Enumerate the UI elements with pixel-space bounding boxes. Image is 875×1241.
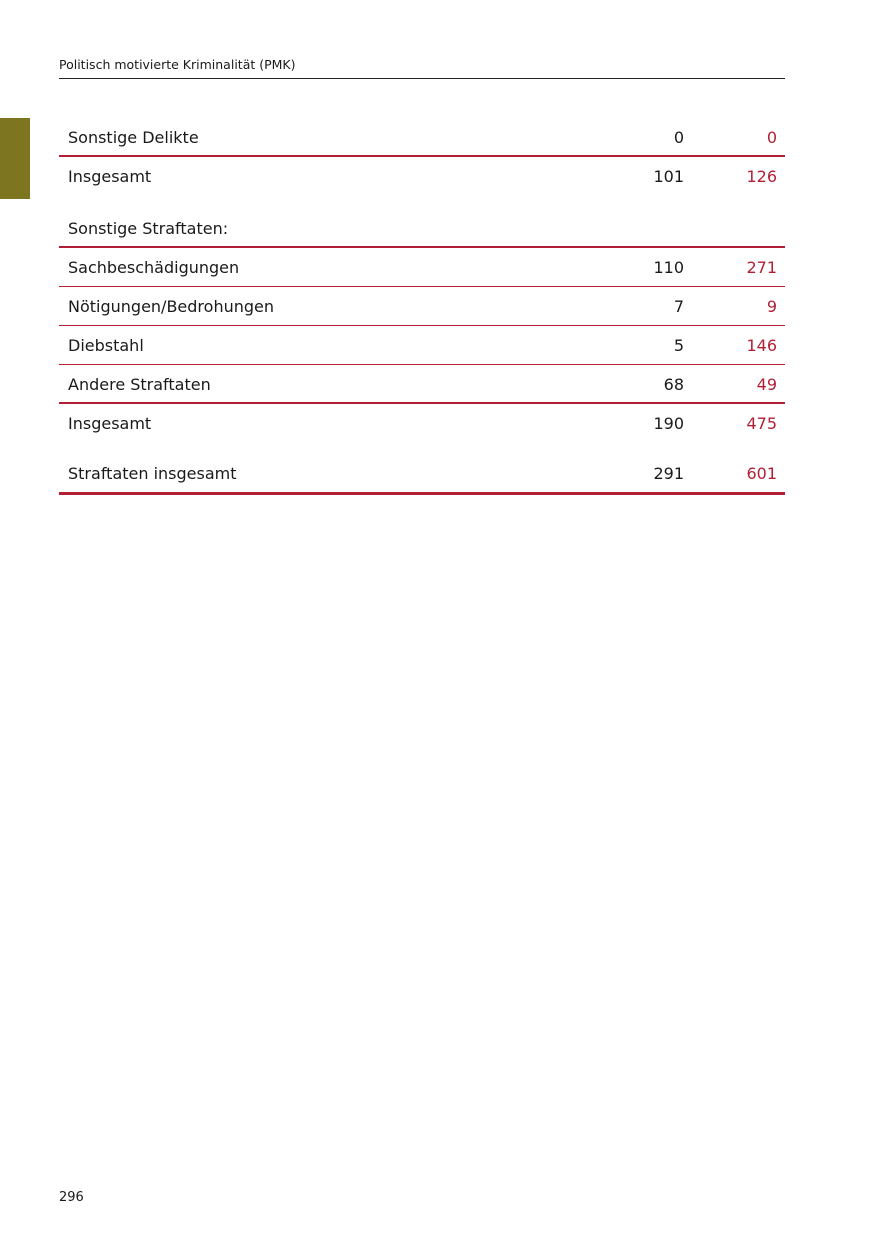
table-row xyxy=(59,248,785,287)
table-row-total xyxy=(59,157,785,196)
value-column-2: 475 xyxy=(746,414,777,433)
section-heading-label: Sonstige Straftaten: xyxy=(68,219,229,238)
value-column-1: 7 xyxy=(673,297,684,316)
table-spacer xyxy=(59,443,785,457)
value-column-1: 5 xyxy=(673,336,684,355)
value-column-1: 101 xyxy=(653,167,684,186)
table-row-grand-total xyxy=(59,457,785,495)
row-label: Insgesamt xyxy=(68,167,152,186)
header-rule xyxy=(59,78,785,79)
value-column-1: 110 xyxy=(653,258,684,277)
chapter-tab-marker xyxy=(0,118,30,199)
table-row xyxy=(59,365,785,404)
value-column-2: 49 xyxy=(756,375,777,394)
value-column-2: 0 xyxy=(766,128,777,147)
row-label: Nötigungen/Bedrohungen xyxy=(68,297,274,316)
table-row xyxy=(59,287,785,326)
value-column-2: 146 xyxy=(746,336,777,355)
table-row xyxy=(59,326,785,365)
row-label: Sachbeschädigungen xyxy=(68,258,240,277)
table-row xyxy=(59,118,785,157)
statistics-table xyxy=(59,118,785,495)
value-column-2: 9 xyxy=(766,297,777,316)
value-column-1: 291 xyxy=(653,464,684,483)
running-header: Politisch motivierte Kriminalität (PMK) xyxy=(59,57,296,72)
row-label: Andere Straftaten xyxy=(68,375,211,394)
row-label: Sonstige Delikte xyxy=(68,128,199,147)
value-column-2: 601 xyxy=(746,464,777,483)
row-label: Straftaten insgesamt xyxy=(68,464,237,483)
table-section-heading xyxy=(59,196,785,248)
row-label: Diebstahl xyxy=(68,336,144,355)
value-column-1: 190 xyxy=(653,414,684,433)
table-row-total xyxy=(59,404,785,443)
value-column-1: 68 xyxy=(663,375,684,394)
value-column-1: 0 xyxy=(673,128,684,147)
row-label: Insgesamt xyxy=(68,414,152,433)
page-number: 296 xyxy=(59,1190,84,1205)
value-column-2: 271 xyxy=(746,258,777,277)
value-column-2: 126 xyxy=(746,167,777,186)
